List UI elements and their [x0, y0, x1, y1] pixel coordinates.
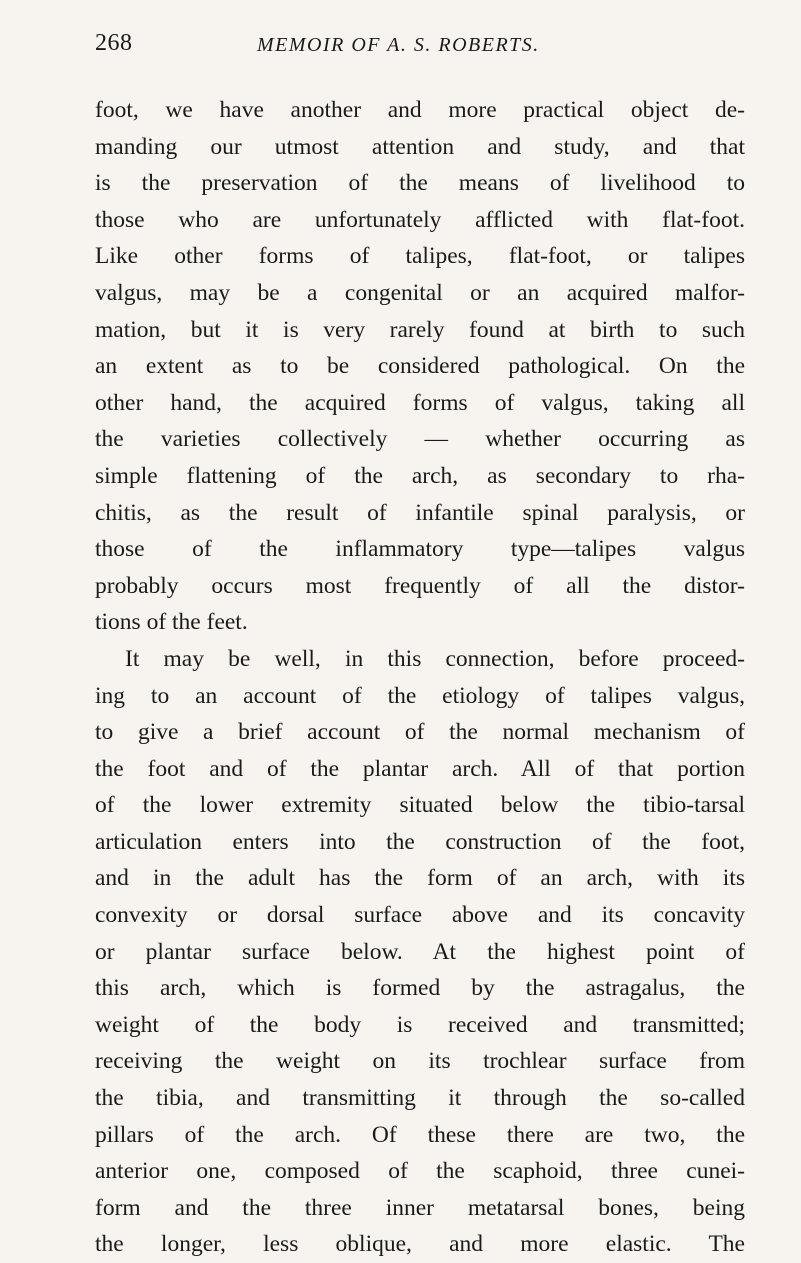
text-line: form and the three inner metatarsal bones, being	[95, 1194, 745, 1221]
text-line: Like other forms of talipes, flat-foot, or talipes	[95, 243, 745, 270]
text-line: It may be well, in this connection, before proceed-	[125, 645, 745, 672]
text-line: tions of the feet.	[95, 609, 248, 636]
text-line: the tibia, and transmitting it through the so-called	[95, 1085, 745, 1112]
text-line: an extent as to be considered pathological. On the	[95, 353, 745, 380]
text-line: and in the adult has the form of an arch, with its	[95, 865, 745, 892]
text-line: receiving the weight on its trochlear surface from	[95, 1048, 745, 1075]
text-line: or plantar surface below. At the highest point of	[95, 938, 745, 965]
text-line: of the lower extremity situated below the tibio-tarsal	[95, 792, 745, 819]
text-line: the longer, less oblique, and more elastic. The	[95, 1231, 745, 1258]
text-line: those who are unfortunately afflicted with flat-foot.	[95, 206, 745, 233]
text-line: anterior one, composed of the scaphoid, three cunei-	[95, 1158, 745, 1185]
page-number: 268	[95, 30, 133, 56]
text-line: weight of the body is received and transmitted;	[95, 1011, 745, 1038]
text-line: the varieties collectively — whether occurring as	[95, 426, 745, 453]
text-line: probably occurs most frequently of all the distor-	[95, 572, 745, 599]
text-line: articulation enters into the construction of the foot,	[95, 828, 745, 855]
text-line: other hand, the acquired forms of valgus, taking all	[95, 389, 745, 416]
text-line: valgus, may be a congenital or an acquired malfor-	[95, 279, 745, 306]
book-page	[95, 22, 745, 1263]
text-line: to give a brief account of the normal mechanism of	[95, 719, 745, 746]
running-title: MEMOIR OF A. S. ROBERTS.	[257, 34, 540, 56]
text-line: simple flattening of the arch, as secondary to rha-	[95, 462, 745, 489]
text-line: those of the inflammatory type—talipes valgus	[95, 536, 745, 563]
text-line: this arch, which is formed by the astragalus, the	[95, 975, 745, 1002]
text-line: foot, we have another and more practical object de-	[95, 97, 745, 123]
running-head	[95, 22, 745, 70]
text-line: manding our utmost attention and study, and that	[95, 133, 745, 160]
text-line: is the preservation of the means of livelihood to	[95, 170, 745, 197]
body-text	[95, 92, 745, 1263]
text-line: ing to an account of the etiology of talipes valgus,	[95, 682, 745, 709]
text-line: chitis, as the result of infantile spinal paralysis, or	[95, 499, 745, 526]
text-line: convexity or dorsal surface above and its concavity	[95, 902, 745, 929]
text-line: pillars of the arch. Of these there are two, the	[95, 1121, 745, 1148]
text-line: mation, but it is very rarely found at birth to such	[95, 316, 745, 343]
text-line: the foot and of the plantar arch. All of that portion	[95, 755, 745, 782]
